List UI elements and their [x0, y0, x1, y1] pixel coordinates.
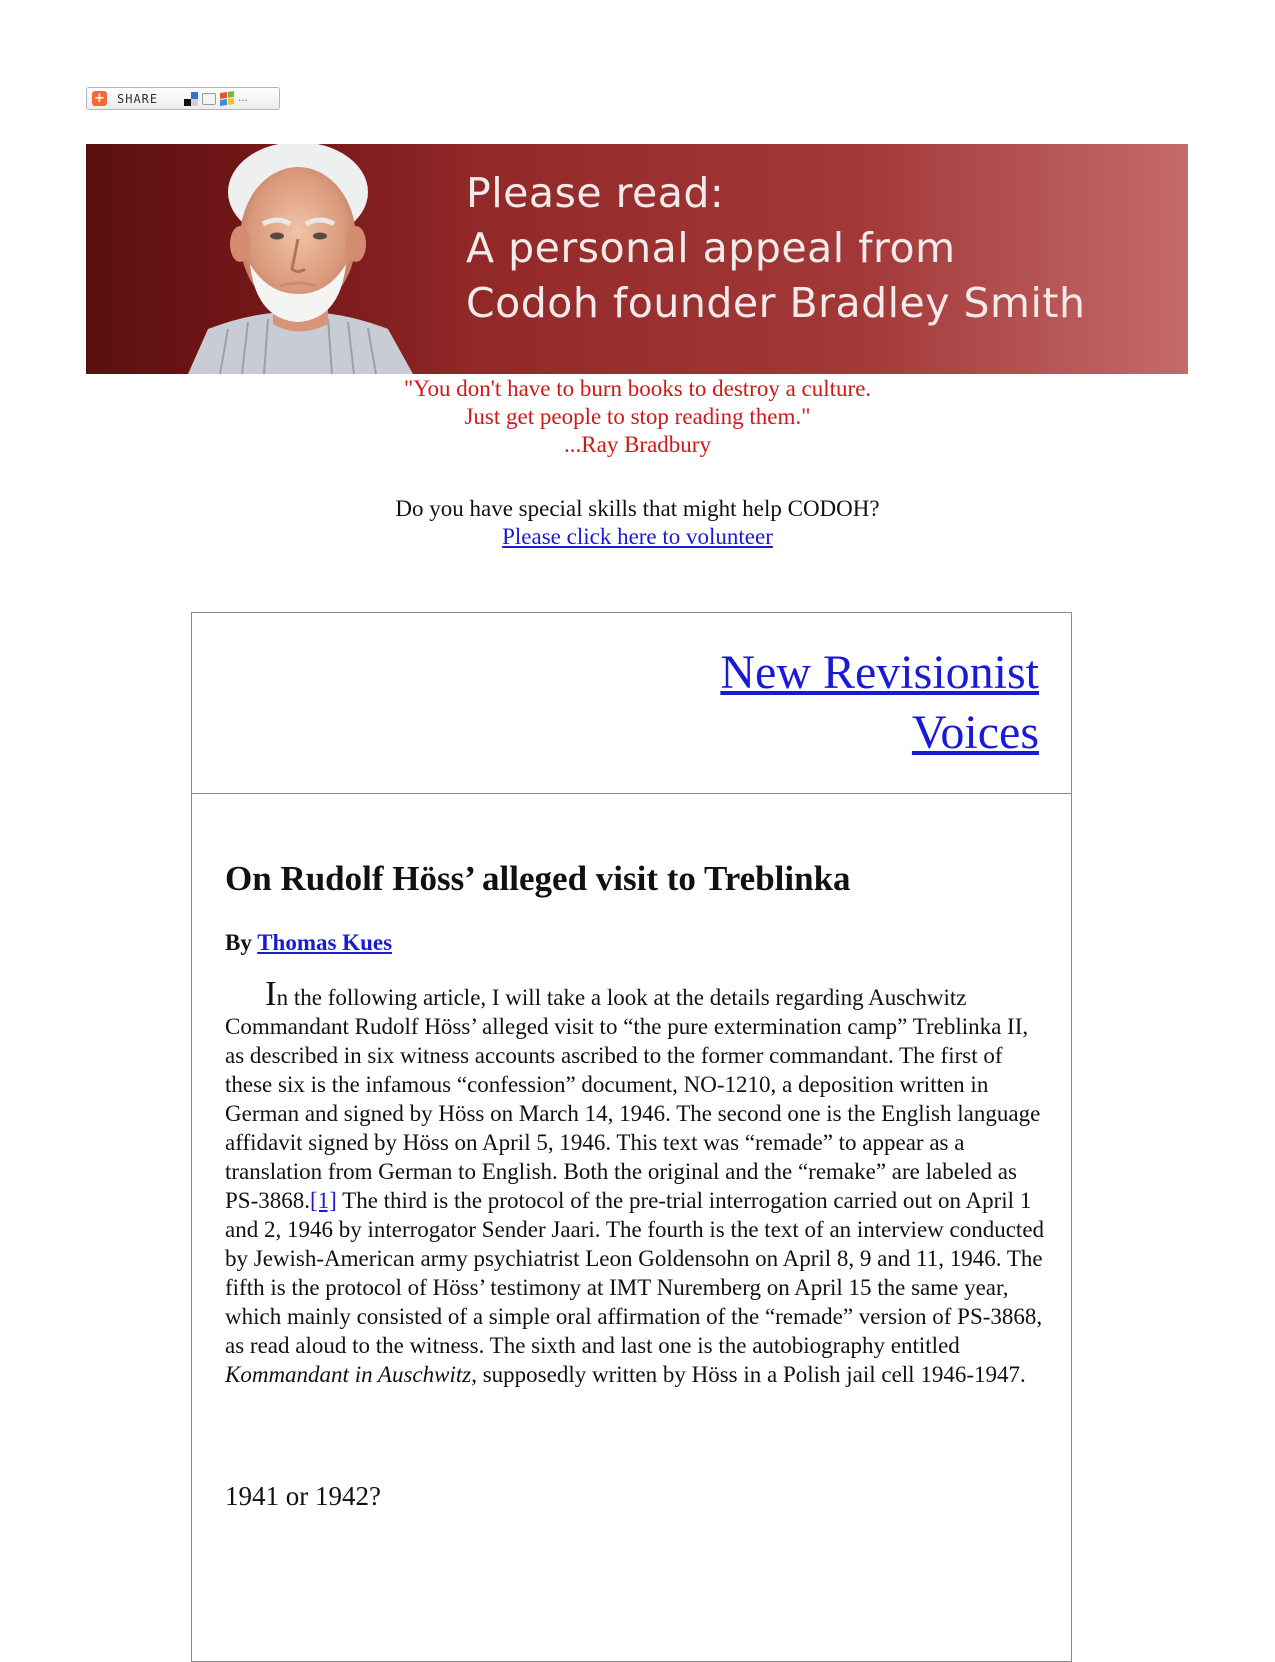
share-label: SHARE — [117, 91, 159, 106]
section-heading: 1941 or 1942? — [225, 1481, 381, 1511]
more-icon: ... — [238, 93, 248, 104]
site-title-link[interactable] — [720, 646, 1039, 759]
site-title — [720, 643, 1039, 763]
article-title: On Rudolf Höss’ alleged visit to Treblinka — [225, 859, 851, 898]
delicious-icon — [184, 92, 198, 106]
box-divider — [192, 793, 1071, 794]
paragraph-part-1: n the following article, I will take a look at the details regarding Auschwitz Commandant Rudolf Höss’ alleged visit to “the pure extermination camp” Treblinka II, as described in six witness accounts ascribed to the former commandant. The first of these six is the infamous “confession” document, NO-1210, a deposition written in German and signed by Höss on March 14, 1946. The second one is the English language affidavit signed by Höss on April 5, 1946. This text was “remade” to appear as a translation from German to English. Both the original and the “remake” are labeled as PS-3868. — [225, 985, 1041, 1213]
footnote-link[interactable]: [1] — [310, 1188, 337, 1213]
share-button[interactable] — [86, 87, 280, 110]
banner-line-2: A personal appeal from — [466, 224, 956, 272]
windows-live-icon — [220, 91, 234, 106]
share-service-icons — [184, 92, 248, 106]
banner-line-3: Codoh founder Bradley Smith — [466, 279, 1086, 327]
founder-portrait — [178, 144, 418, 374]
drop-cap: I — [265, 974, 277, 1013]
quote-line-1: "You don't have to burn books to destroy a culture. — [403, 376, 872, 401]
banner-line-1: Please read: — [466, 169, 725, 217]
site-title-line-2: Voices — [911, 706, 1039, 759]
volunteer-link[interactable]: Please click here to volunteer — [502, 524, 773, 549]
digg-icon — [202, 93, 216, 105]
site-title-line-1: New Revisionist — [720, 646, 1039, 699]
bradbury-quote — [0, 375, 1275, 459]
paragraph-part-2: The third is the protocol of the pre-trial interrogation carried out on April 1 and 2, 1946 by interrogator Sender Jaari. The fourth is the text of an interview conducted by Jewish-American army psychiatrist Leon Goldensohn on April 8, 9 and 11, 1946. The fifth is the protocol of Höss’ testimony at IMT Nuremberg on April 15 the same year, which mainly consisted of a simple oral affirmation of the “remade” version of PS-3868, as read aloud to the witness. The sixth and last one is the autobiography entitled — [225, 1188, 1045, 1358]
article-paragraph — [225, 974, 1045, 1389]
byline-prefix: By — [225, 930, 252, 955]
byline — [225, 930, 392, 956]
quote-attribution: ...Ray Bradbury — [564, 432, 711, 457]
banner-text — [466, 166, 1085, 331]
volunteer-section — [0, 495, 1275, 551]
plus-icon: + — [92, 91, 107, 106]
appeal-banner[interactable] — [86, 144, 1188, 374]
quote-line-2: Just get people to stop reading them." — [464, 404, 811, 429]
paragraph-part-3: , supposedly written by Höss in a Polish jail cell 1946-1947. — [471, 1362, 1026, 1387]
article-box — [191, 612, 1072, 1662]
author-link[interactable]: Thomas Kues — [257, 930, 393, 955]
book-title: Kommandant in Auschwitz — [225, 1362, 472, 1387]
volunteer-question: Do you have special skills that might help CODOH? — [395, 496, 880, 521]
